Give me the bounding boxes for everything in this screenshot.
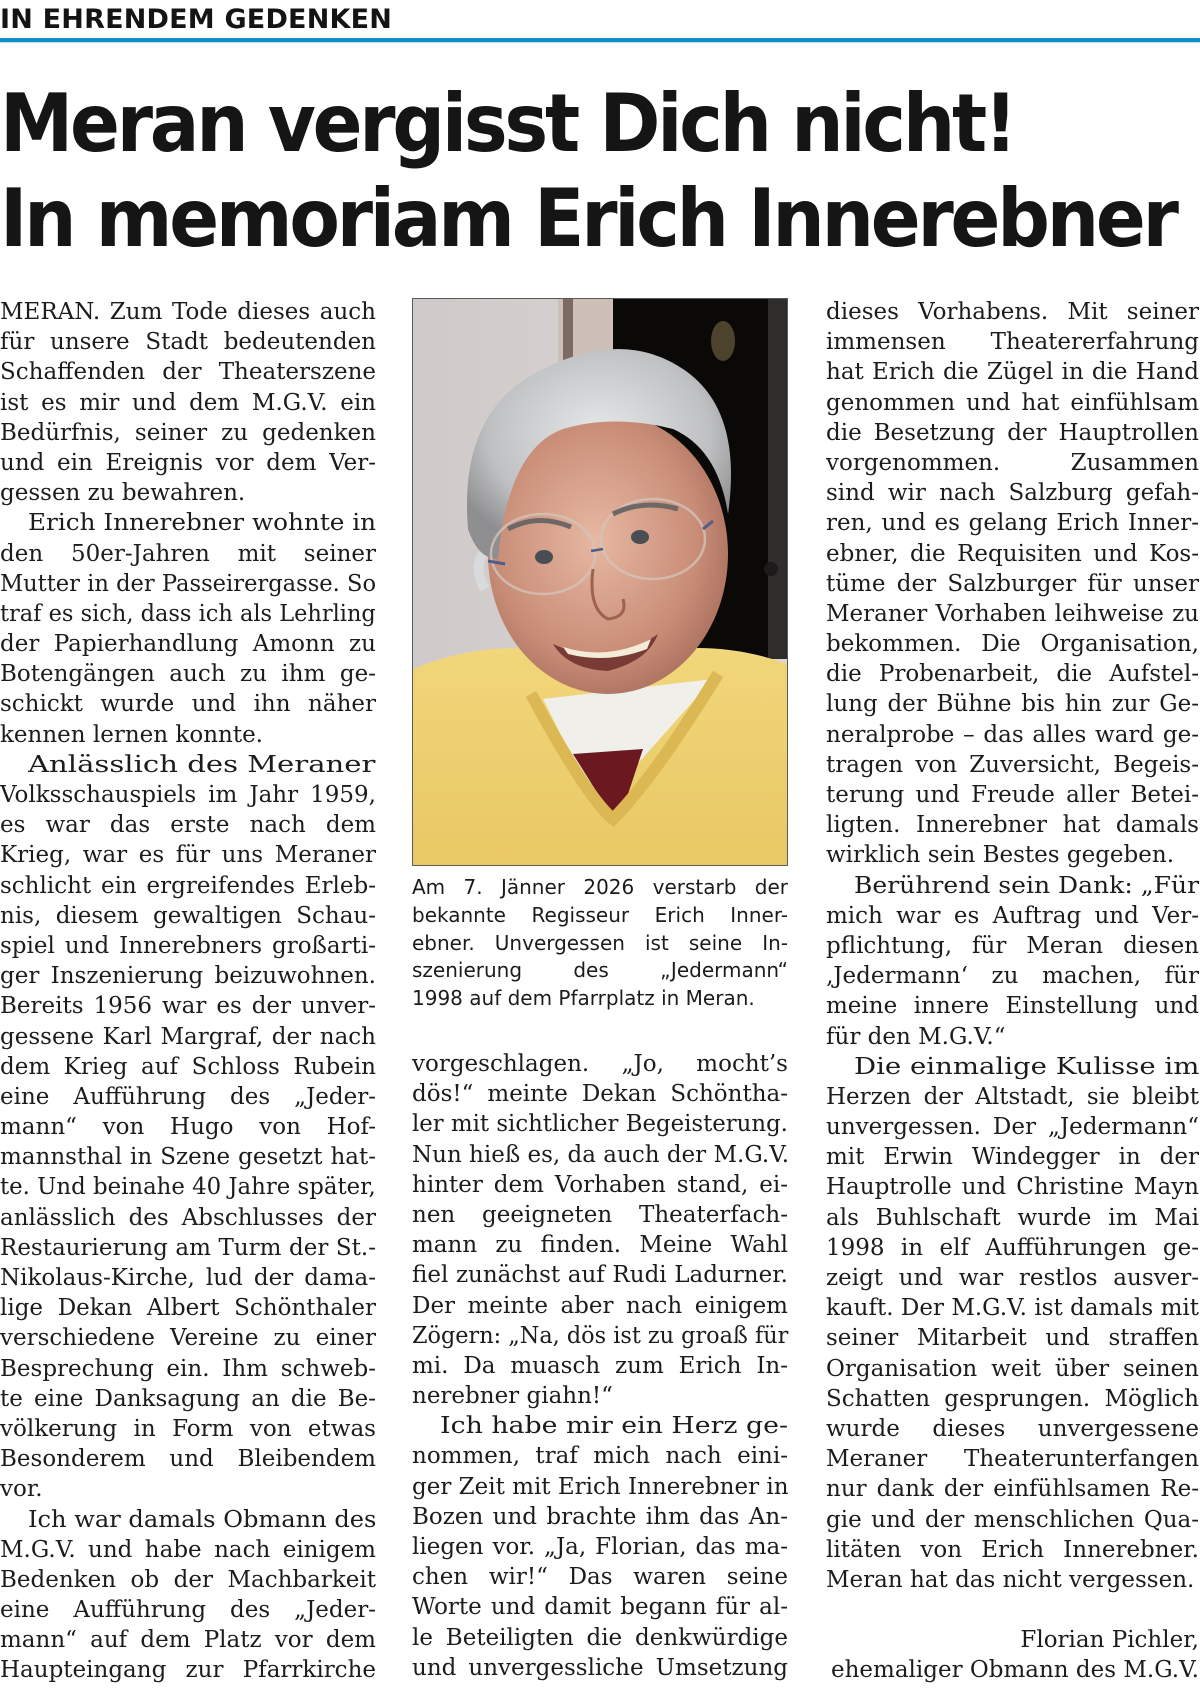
text-line: litäten von Erich Innerebner.	[826, 1536, 1199, 1563]
text-line: Schaffenden der Theaterszene	[0, 359, 376, 386]
text-line: Meran hat das nicht vergessen.	[826, 1566, 1195, 1593]
text-line: te eine Danksagung an die Be-	[0, 1385, 376, 1412]
text-line: es war das erste nach dem	[0, 812, 376, 839]
text-line: unvergessen. Der „Jedermann“	[826, 1114, 1199, 1141]
text-line: gessene Karl Margraf, der nach	[0, 1023, 376, 1050]
text-line: Besprechung ein. Ihm schweb-	[0, 1355, 376, 1382]
text-line: Der meinte aber nach einigem	[412, 1292, 788, 1319]
text-line: ist es mir und dem M.G.V. ein	[0, 389, 376, 416]
text-line: vorgeschlagen. „Jo, mocht’s	[412, 1051, 788, 1077]
caption-line: ebner. Unvergessen ist seine In-	[412, 930, 788, 955]
text-line: lige Dekan Albert Schönthaler	[0, 1295, 376, 1322]
text-line: nen geeigneten Theaterfach-	[412, 1201, 788, 1228]
text-line: Bedenken ob der Machbarkeit	[0, 1566, 376, 1593]
caption-line: szenierung des „Jedermann“	[412, 958, 788, 983]
text-line: seiner Mitarbeit und straffen	[826, 1325, 1199, 1352]
article-column-1	[0, 297, 376, 1686]
text-line: lung der Bühne bis hin zur Ge-	[826, 691, 1199, 718]
text-line: mich war es Auftrag und Ver-	[826, 902, 1199, 929]
text-line: gessen zu bewahren.	[0, 480, 246, 507]
text-line: M.G.V. und habe nach einigem	[0, 1536, 376, 1563]
text-line: dem Krieg auf Schloss Rubein	[0, 1053, 376, 1080]
section-rule-highlight	[0, 42, 1200, 43]
text-line: Herzen der Altstadt, sie bleibt	[826, 1083, 1199, 1110]
text-line: traf es sich, dass ich als Lehrling	[0, 600, 376, 627]
text-line: nis, diesem gewaltigen Schau-	[0, 902, 376, 929]
text-line: anlässlich des Abschlusses der	[0, 1204, 376, 1231]
text-line: Schatten gesprungen. Möglich	[826, 1385, 1199, 1412]
text-line: gie und der menschlichen Qua-	[826, 1506, 1199, 1533]
text-line: Botengängen auch zu ihm ge-	[0, 661, 376, 688]
text-line: Mutter in der Passeirergasse. So	[0, 570, 377, 597]
text-line: Zögern: „Na, dös ist zu groaß für	[412, 1322, 789, 1349]
text-line: als Buhlschaft wurde im Mai	[826, 1204, 1199, 1231]
text-line: Ich war damals Obmann des	[28, 1506, 377, 1533]
text-line: immensen Theatererfahrung	[826, 329, 1199, 356]
text-line: Bozen und brachte ihm das An-	[412, 1503, 788, 1530]
text-line: den 50er-Jahren mit seiner	[0, 540, 376, 567]
text-line: kennen lernen konnte.	[0, 721, 263, 748]
text-line: Meraner Vorhaben leihweise zu	[826, 600, 1199, 627]
text-line: Ich habe mir ein Herz ge-	[440, 1413, 789, 1440]
text-line: ren, und es gelang Erich Inner-	[826, 510, 1199, 537]
text-line: dös!“ meinte Dekan Schöntha-	[412, 1081, 788, 1108]
text-line: bekommen. Die Organisation,	[826, 631, 1199, 658]
text-line: pflichtung, für Meran diesen	[826, 932, 1199, 959]
text-line: mannsthal in Szene gesetzt hat-	[0, 1144, 376, 1171]
text-line: Bedürfnis, seiner zu gedenken	[0, 419, 376, 446]
text-line: und unvergessliche Umsetzung	[412, 1654, 788, 1681]
text-line: MERAN. Zum Tode dieses auch	[0, 299, 376, 325]
signature-role: ehemaliger Obmann des M.G.V.	[830, 1657, 1199, 1684]
text-line: Krieg, war es für uns Meraner	[0, 842, 376, 869]
article-column-3	[826, 297, 1199, 1686]
text-line: Meraner Theaterunterfangen	[826, 1446, 1199, 1473]
text-line: vorgenommen. Zusammen	[826, 449, 1199, 476]
text-line: spiel und Innerebners großarti-	[0, 932, 376, 959]
text-line: verschiedene Vereine zu einer	[0, 1325, 376, 1352]
text-line: die Besetzung der Hauptrollen	[826, 419, 1199, 446]
portrait-photo	[412, 298, 788, 866]
text-line: schlicht ein ergreifendes Erleb-	[0, 872, 376, 899]
signature-name: Florian Pichler,	[1020, 1627, 1199, 1654]
text-line: ger Zeit mit Erich Innerebner in	[412, 1473, 789, 1500]
text-line: eine Aufführung des „Jeder-	[0, 1597, 376, 1624]
text-line: Nikolaus-Kirche, lud der dama-	[0, 1265, 376, 1291]
text-line: meine innere Einstellung und	[826, 993, 1199, 1020]
text-line: mann“ von Hugo von Hof-	[0, 1114, 376, 1141]
text-line: kauft. Der M.G.V. ist damals mit	[826, 1295, 1199, 1322]
text-line: mit Erwin Windegger in der	[826, 1144, 1199, 1171]
text-line: und ein Ereignis vor dem Ver-	[0, 449, 376, 476]
text-line: ligten. Innerebner hat damals	[826, 812, 1199, 839]
text-line: Erich Innerebner wohnte in	[28, 510, 377, 537]
spacer	[826, 1595, 1199, 1625]
text-line: te. Und beinahe 40 Jahre später,	[0, 1174, 376, 1201]
text-line: Worte und damit begann für al-	[412, 1594, 788, 1621]
text-line: terung und Freude aller Betei-	[826, 782, 1199, 808]
text-line: Organisation weit über seinen	[826, 1355, 1199, 1382]
text-line: genommen und hat einfühlsam	[826, 389, 1199, 416]
article-column-2	[412, 1049, 788, 1683]
text-line: vor.	[0, 1476, 43, 1503]
photo-caption	[412, 874, 788, 1013]
text-line: Die einmalige Kulisse im	[854, 1053, 1200, 1080]
text-line: sind wir nach Salzburg gefah-	[826, 480, 1199, 507]
headline-line-2: In memoriam Erich Innerebner	[0, 172, 1176, 265]
text-line: völkerung in Form von etwas	[0, 1415, 376, 1442]
text-line: ler mit sichtlicher Begeisterung.	[412, 1111, 788, 1138]
text-line: hinter dem Vorhaben stand, ei-	[412, 1171, 788, 1198]
text-line: Restaurierung am Turm der St.-	[0, 1234, 376, 1261]
text-line: Volksschauspiels im Jahr 1959,	[0, 782, 376, 808]
text-line: le Beteiligten die denkwürdige	[412, 1624, 788, 1651]
text-line: tragen von Zuversicht, Begeis-	[826, 751, 1199, 778]
text-line: mi. Da muasch zum Erich In-	[412, 1352, 788, 1379]
text-line: schickt wurde und ihn näher	[0, 691, 376, 718]
text-line: mann zu finden. Meine Wahl	[412, 1232, 788, 1259]
text-line: Hauptrolle und Christine Mayn	[826, 1174, 1199, 1201]
section-kicker: IN EHRENDEM GEDENKEN	[0, 4, 393, 35]
text-line: für den M.G.V.“	[826, 1023, 1006, 1050]
text-line: liegen vor. „Ja, Florian, das ma-	[412, 1534, 788, 1560]
text-line: dieses Vorhabens. Mit seiner	[826, 299, 1199, 325]
text-line: tüme der Salzburger für unser	[826, 570, 1199, 597]
text-line: Haupteingang zur Pfarrkirche	[0, 1657, 376, 1684]
article-headline	[0, 76, 1176, 266]
text-line: nur dank der einfühlsamen Re-	[826, 1476, 1199, 1503]
text-line: ger Inszenierung beizuwohnen.	[0, 963, 376, 990]
text-line: wirklich sein Bestes gegeben.	[826, 842, 1174, 869]
caption-line: Am 7. Jänner 2026 verstarb der	[412, 875, 788, 899]
text-line: Anlässlich des Meraner	[28, 751, 376, 778]
text-line: mann“ auf dem Platz vor dem	[0, 1627, 376, 1654]
portrait-image	[413, 299, 787, 865]
caption-line: 1998 auf dem Pfarrplatz in Meran.	[412, 986, 755, 1011]
text-line: chen wir!“ Das waren seine	[412, 1564, 788, 1591]
text-line: Nun hieß es, da auch der M.G.V.	[412, 1141, 790, 1168]
text-line: nerebner giahn!“	[412, 1383, 613, 1410]
text-line: ebner, die Requisiten und Kos-	[826, 540, 1199, 567]
text-line: ‚Jedermann‘ zu machen, für	[826, 963, 1199, 990]
text-line: 1998 in elf Aufführungen ge-	[826, 1234, 1199, 1261]
text-line: Bereits 1956 war es der unver-	[0, 993, 376, 1020]
text-line: Berührend sein Dank: „Für	[854, 872, 1200, 899]
text-line: nommen, traf mich nach eini-	[412, 1443, 788, 1470]
text-line: neralprobe – das alles ward ge-	[826, 721, 1199, 748]
text-line: Besonderem und Bleibendem	[0, 1446, 376, 1473]
headline-line-1: Meran vergisst Dich nicht!	[0, 77, 1015, 170]
text-line: für unsere Stadt bedeutenden	[0, 329, 376, 356]
text-line: der Papierhandlung Amonn zu	[0, 631, 376, 658]
text-line: hat Erich die Zügel in die Hand	[826, 359, 1199, 386]
text-line: wurde dieses unvergessene	[826, 1415, 1199, 1442]
text-line: zeigt und war restlos ausver-	[826, 1265, 1199, 1291]
text-line: die Probenarbeit, die Aufstel-	[826, 661, 1199, 688]
text-line: eine Aufführung des „Jeder-	[0, 1083, 376, 1110]
text-line: fiel zunächst auf Rudi Ladurner.	[412, 1262, 788, 1289]
caption-line: bekannte Regisseur Erich Inner-	[412, 902, 788, 927]
